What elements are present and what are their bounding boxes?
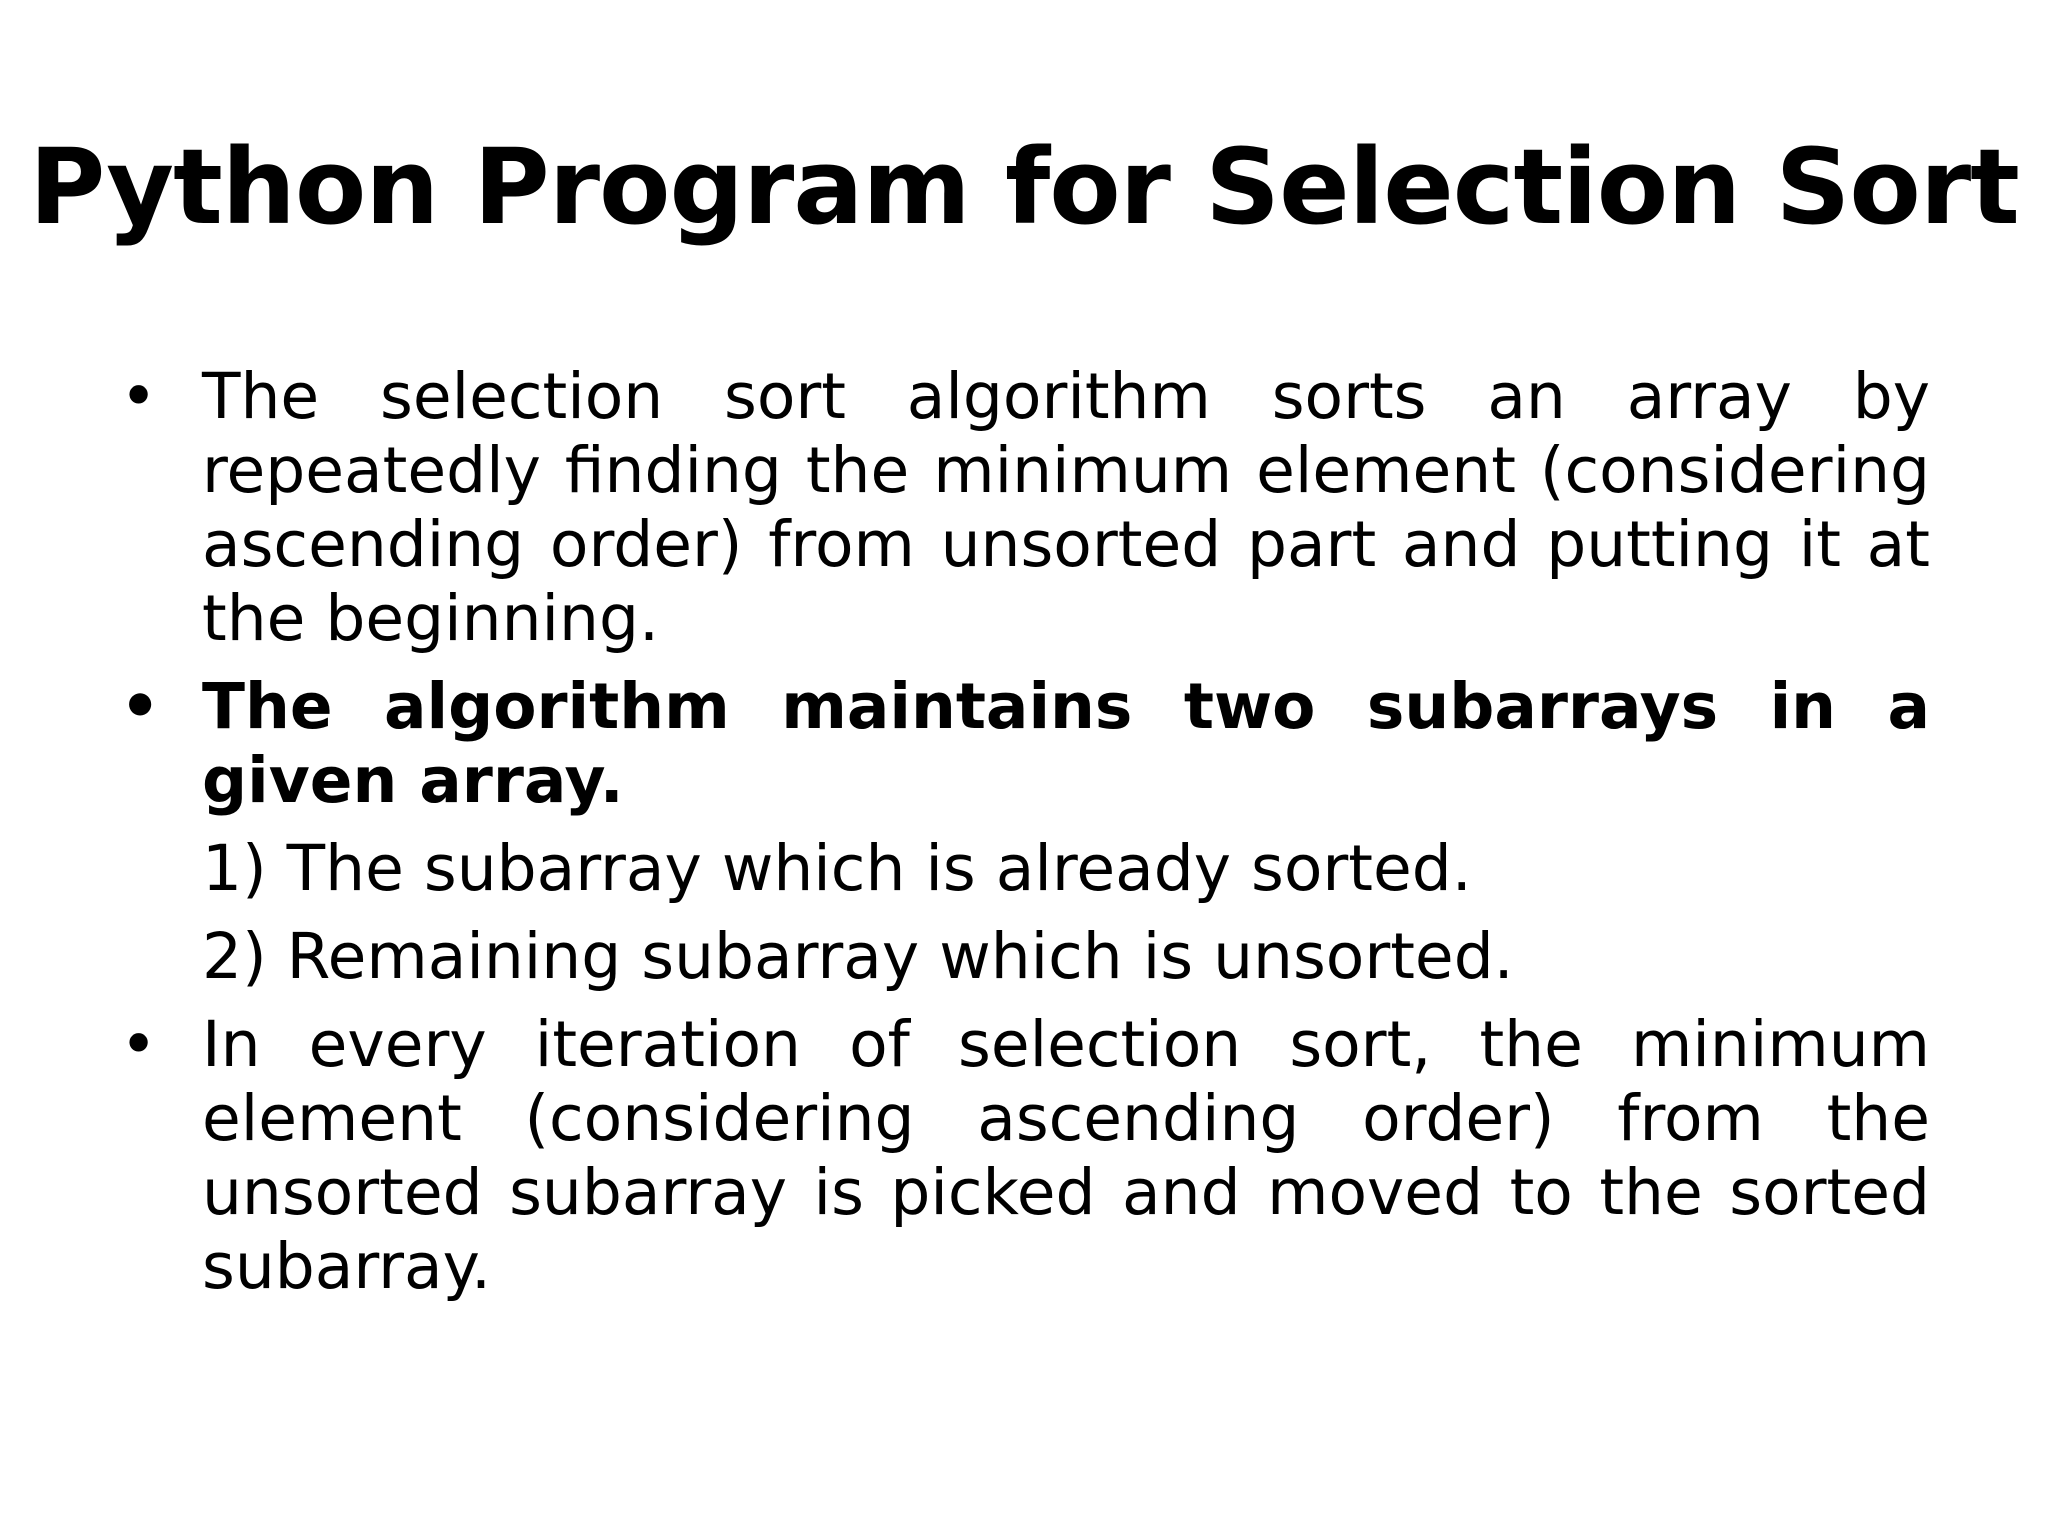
bullet-item — [120, 360, 1930, 656]
sub-item-unsorted: 2) Remaining subarray which is unsorted. — [202, 920, 1514, 993]
bullet-text: The selection sort algorithm sorts an array by repeatedly finding the minimum element (considering ascending order) from unsorted part and putting it at the beginning. — [202, 360, 1930, 655]
sub-item-sorted: 1) The subarray which is already sorted. — [202, 832, 1472, 905]
bullet-item — [120, 1008, 1930, 1304]
bullet-item — [120, 670, 1930, 818]
bullet-dot-icon: • — [120, 1008, 158, 1081]
bullet-text: The algorithm maintains two subarrays in a given array. — [202, 670, 1930, 817]
slide-title: Python Program for Selection Sort — [29, 126, 2019, 248]
bullet-text: In every iteration of selection sort, the minimum element (considering ascending order) from the unsorted subarray is picked and moved to the sorted subarray. — [202, 1008, 1930, 1303]
bullet-dot-icon: • — [120, 360, 158, 433]
slide-content — [120, 360, 1930, 1318]
bullet-dot-icon: • — [120, 670, 161, 743]
